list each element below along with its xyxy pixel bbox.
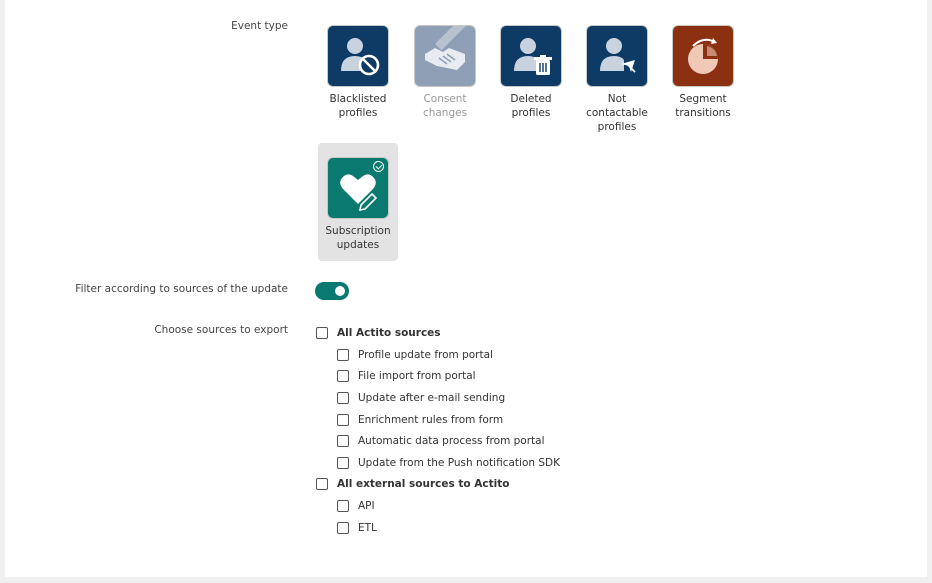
source-item-label: Profile update from portal xyxy=(358,349,493,361)
handshake-icon xyxy=(415,26,475,86)
source-item[interactable] xyxy=(337,390,505,406)
heart-edit-icon xyxy=(328,158,388,218)
event-type-consent-changes xyxy=(405,26,485,120)
tile-caption-line: transitions xyxy=(675,107,731,119)
segment-transition-icon xyxy=(673,26,733,86)
event-type-blacklisted-profiles[interactable] xyxy=(318,26,398,120)
checkbox[interactable] xyxy=(337,392,349,404)
checkbox[interactable] xyxy=(316,478,328,490)
tile-caption-line: Subscription xyxy=(325,225,391,237)
tile-caption-line: profiles xyxy=(597,121,637,133)
user-blocked-icon xyxy=(328,26,388,86)
source-item-label: File import from portal xyxy=(358,370,476,382)
source-item-label: ETL xyxy=(358,522,377,534)
tile-caption-line: profiles xyxy=(338,107,378,119)
checkbox[interactable] xyxy=(337,414,349,426)
source-group-label: All Actito sources xyxy=(337,327,441,339)
tile-caption-line: changes xyxy=(422,107,468,119)
tile-caption-line: profiles xyxy=(511,107,551,119)
tile-caption-line: contactable xyxy=(586,107,648,119)
tile-caption-line: Segment xyxy=(679,93,727,105)
source-item-label: API xyxy=(358,500,375,512)
choose-sources-label: Choose sources to export xyxy=(154,324,288,336)
event-type-segment-transitions[interactable] xyxy=(663,26,743,120)
source-item[interactable] xyxy=(337,498,375,514)
checkbox[interactable] xyxy=(337,457,349,469)
event-type-deleted-profiles[interactable] xyxy=(491,26,571,120)
source-group-actito[interactable] xyxy=(316,325,441,341)
checkbox[interactable] xyxy=(316,327,328,339)
filter-sources-label: Filter according to sources of the update xyxy=(75,283,288,295)
tile-caption-line: updates xyxy=(336,239,380,251)
selected-check-icon xyxy=(373,161,384,172)
source-group-label: All external sources to Actito xyxy=(337,478,510,490)
source-item-label: Update from the Push notification SDK xyxy=(358,457,560,469)
event-type-subscription-updates[interactable] xyxy=(318,143,398,261)
tile-caption-line: Consent xyxy=(423,93,467,105)
source-item[interactable] xyxy=(337,368,476,384)
checkbox[interactable] xyxy=(337,500,349,512)
source-item[interactable] xyxy=(337,433,545,449)
event-type-not-contactable-profiles[interactable] xyxy=(577,26,657,134)
event-type-label: Event type xyxy=(231,20,288,32)
tile-caption-line: Deleted xyxy=(510,93,552,105)
user-uncontactable-icon xyxy=(587,26,647,86)
source-item[interactable] xyxy=(337,412,503,428)
source-item-label: Update after e-mail sending xyxy=(358,392,506,404)
source-item-label: Automatic data process from portal xyxy=(358,435,545,447)
checkbox[interactable] xyxy=(337,522,349,534)
checkbox[interactable] xyxy=(337,435,349,447)
tile-caption-line: Not xyxy=(607,93,627,105)
source-item-label: Enrichment rules from form xyxy=(358,414,504,426)
source-group-external[interactable] xyxy=(316,476,509,492)
source-item[interactable] xyxy=(337,520,377,536)
checkbox[interactable] xyxy=(337,349,349,361)
source-item[interactable] xyxy=(337,455,560,471)
filter-sources-toggle[interactable] xyxy=(315,282,349,300)
checkbox[interactable] xyxy=(337,370,349,382)
user-delete-icon xyxy=(501,26,561,86)
source-item[interactable] xyxy=(337,347,493,363)
tile-caption-line: Blacklisted xyxy=(329,93,387,105)
toggle-knob xyxy=(335,286,345,296)
